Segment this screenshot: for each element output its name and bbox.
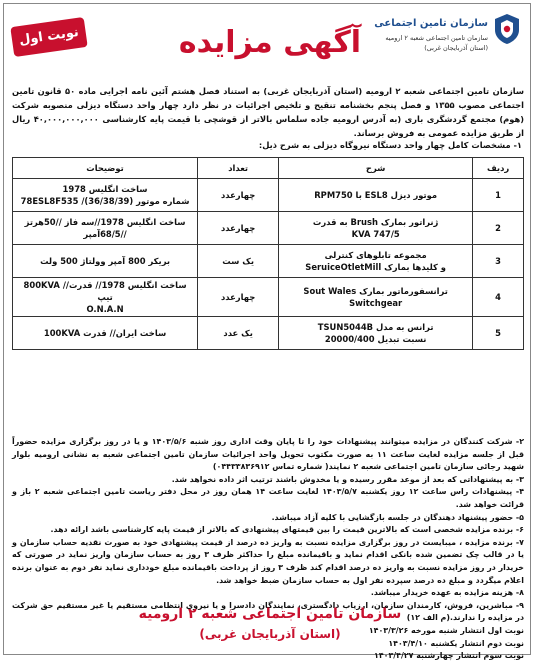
cell-notes: ساخت انگلیس 1978// قدرت// 800KVA تیپ O.N.A.N <box>13 278 198 317</box>
cell-notes: ساخت ایران// قدرت 100KVA <box>13 317 198 350</box>
section-heading: ۱- مشخصات کامل چهار واحد دستگاه نیروگاه دیزلی به شرح ذیل: <box>258 140 522 150</box>
header-notes: توضیحات <box>13 158 198 179</box>
term-item: ۵- حضور پیشنهاد دهندگان در جلسه بازگشایی با کلیه آزاد میباشد. <box>271 512 524 522</box>
table-row <box>13 317 524 350</box>
cell-num: 2 <box>473 212 524 245</box>
publication-date: نوبت اول انتشار شنبه مورخه ۱۴۰۳/۳/۲۶ <box>368 625 524 635</box>
intro-paragraph: سازمان تامین اجتماعی شعبه ۲ ارومیه (استان آذربایجان غربی) به استناد فصل هشتم آئین نامه اجرایی ماده ۵۰ قانون تامین اجتماعی مصوب ۱۳۵۵ و فصل پنجم بخشنامه تنقیح و تلخیص اجرائیات در نظر دارد چهار واحد دستگاه دیزلی منصوبه شرکت (هوم) مجتمع گردشگری باری (به آدرس ارومیه جاده سلماس بالاتر از قوشچی با قیمت پایه کارشناسی ۴۰,۰۰۰,۰۰۰,۰۰۰ ریال از طریق مزایده عمومی به فروش برساند. <box>12 86 524 138</box>
term-item: ۳- به پیشنهاداتی که بعد از موعد مقرر رسیده و یا مخدوش باشند ترتیب اثر داده نخواهد شد. <box>171 474 524 484</box>
publication-date: نوبت سوم انتشار چهارشنبه ۱۴۰۳/۴/۲۷ <box>374 651 524 661</box>
organization-logo <box>374 10 522 76</box>
term-item: ۹- مباشرین، فروش، کارمندان سازمان، ارزیاب دادگستری، نمایندگان دادسرا و یا نیروی انتظامی مستقیم یا غیر مستقیم حق شرکت در مزایده را ندارند.(م الف ۱۲) <box>12 600 524 623</box>
org-province: (استان آذربایجان غربی) <box>424 44 488 52</box>
cell-num: 1 <box>473 179 524 212</box>
header-desc: شرح <box>279 158 473 179</box>
cell-qty: چهارعدد <box>198 179 279 212</box>
org-branch: سازمان تامین اجتماعی شعبه ۲ ارومیه <box>385 34 488 42</box>
notice-round-badge: نوبت اول <box>10 17 87 57</box>
org-name: سازمان تامین اجتماعی <box>374 18 488 29</box>
cell-desc: ترانس به مدل TSUN5044B نسبت تبدیل 20000/400 <box>279 317 473 350</box>
cell-qty: چهارعدد <box>198 278 279 317</box>
cell-notes: بریکر 800 آمپر وولتاژ 500 ولت <box>13 245 198 278</box>
cell-num: 3 <box>473 245 524 278</box>
term-item: ۴- پیشنهادات راس ساعت ۱۲ روز یکشنبه ۱۴۰۳/۵/۷ لغایت ساعت ۱۴ همان روز در محل دفتر ریاست تامین اجتماعی شعبه ۲ باز و قرائت خواهد شد. <box>12 487 525 509</box>
cell-desc: ترانسفورماتور بمارک Sout Wales Switchgear <box>279 278 473 317</box>
items-table <box>12 157 524 350</box>
term-item: ۷- برنده مزایده ، میبایست در روز برگزاری مزایده نسبت به واریز ده درصد از قیمت پیشنهادی خود به صورت نقدیه حساب سازمان و یا در قالب چک تضمین شده بانکی اقدام نماید و باقیمانده مبلغ را حداکثر ظرف ۳ روز به حساب سازمان واریز نماید در صورتی که خریدار در روز مزایده نسبت به واریز ده درصد اقدام کند ظرف ۳ روز از پرداخت باقیمانده مبلغ خودداری نماید نفر دوم به عنوان برنده اعلام میگردد و مبلغ ده درصد سپرده نفر اول به حساب سازمان ضبط خواهد شد. <box>12 537 524 585</box>
term-item: ۶- برنده مزایده شخصی است که بالاترین قیمت را بین قیمتهای پیشنهادی که بالاتر از قیمت پایه کارشناسی باشد ارائه دهد. <box>50 525 524 535</box>
cell-desc: موتور دیزل ESL8 با RPM750 <box>279 179 473 212</box>
term-item: ۸- هزینه مزایده به عهده خریدار میباشد. <box>370 588 524 598</box>
header-qty: تعداد <box>198 158 279 179</box>
table-header-row <box>13 158 524 179</box>
term-item: ۲- شرکت کنندگان در مزایده میتوانند پیشنهادات خود را تا پایان وقت اداری روز شنبه ۱۴۰۳/۵/۶ و یا در روز برگزاری مزایده حضوراً قبل از جلسه مزایده لغایت ساعت ۱۱ به صورت مکتوب تحویل واحد اجرائیات سازمان تامین اجتماعی شعبه به نشانی ارومیه بلوار شهید رجائی سازمان تامین اجتماعی شعبه ۲ نمایند( شماره تماس ۰۴۴۳۳۸۳۶۹۱۲) <box>12 437 525 472</box>
publication-date: نوبت دوم انتشار یکشنبه ۱۴۰۳/۴/۱۰ <box>388 638 524 648</box>
footer-province: (استان آذربایجان غربی) <box>199 627 341 641</box>
social-security-emblem-icon <box>492 12 522 46</box>
cell-desc: ژنراتور بمارک Brush به قدرت KVA 747/5 <box>279 212 473 245</box>
cell-notes: ساخت انگلیس 1978 شماره موتور (36/38/39)/ 78ESL8F535 <box>13 179 198 212</box>
cell-qty: یک ست <box>198 245 279 278</box>
header-num: ردیف <box>473 158 524 179</box>
footer-signature <box>120 604 420 644</box>
footer-org: سازمان تامین اجتماعی شعبه ۲ ارومیه <box>138 606 402 622</box>
cell-qty: چهارعدد <box>198 212 279 245</box>
cell-num: 4 <box>473 278 524 317</box>
cell-notes: ساخت انگلیس 1978//سه فاز //50هرتز //68/5آمپر <box>13 212 198 245</box>
cell-qty: یک عدد <box>198 317 279 350</box>
cell-desc: مجموعه تابلوهای کنترلی و کلیدها بمارک SeruiceOtletMill <box>279 245 473 278</box>
table-row <box>13 278 524 317</box>
table-row <box>13 245 524 278</box>
table-row <box>13 179 524 212</box>
page-title: آگهی مزایده <box>178 25 362 60</box>
table-row <box>13 212 524 245</box>
cell-num: 5 <box>473 317 524 350</box>
